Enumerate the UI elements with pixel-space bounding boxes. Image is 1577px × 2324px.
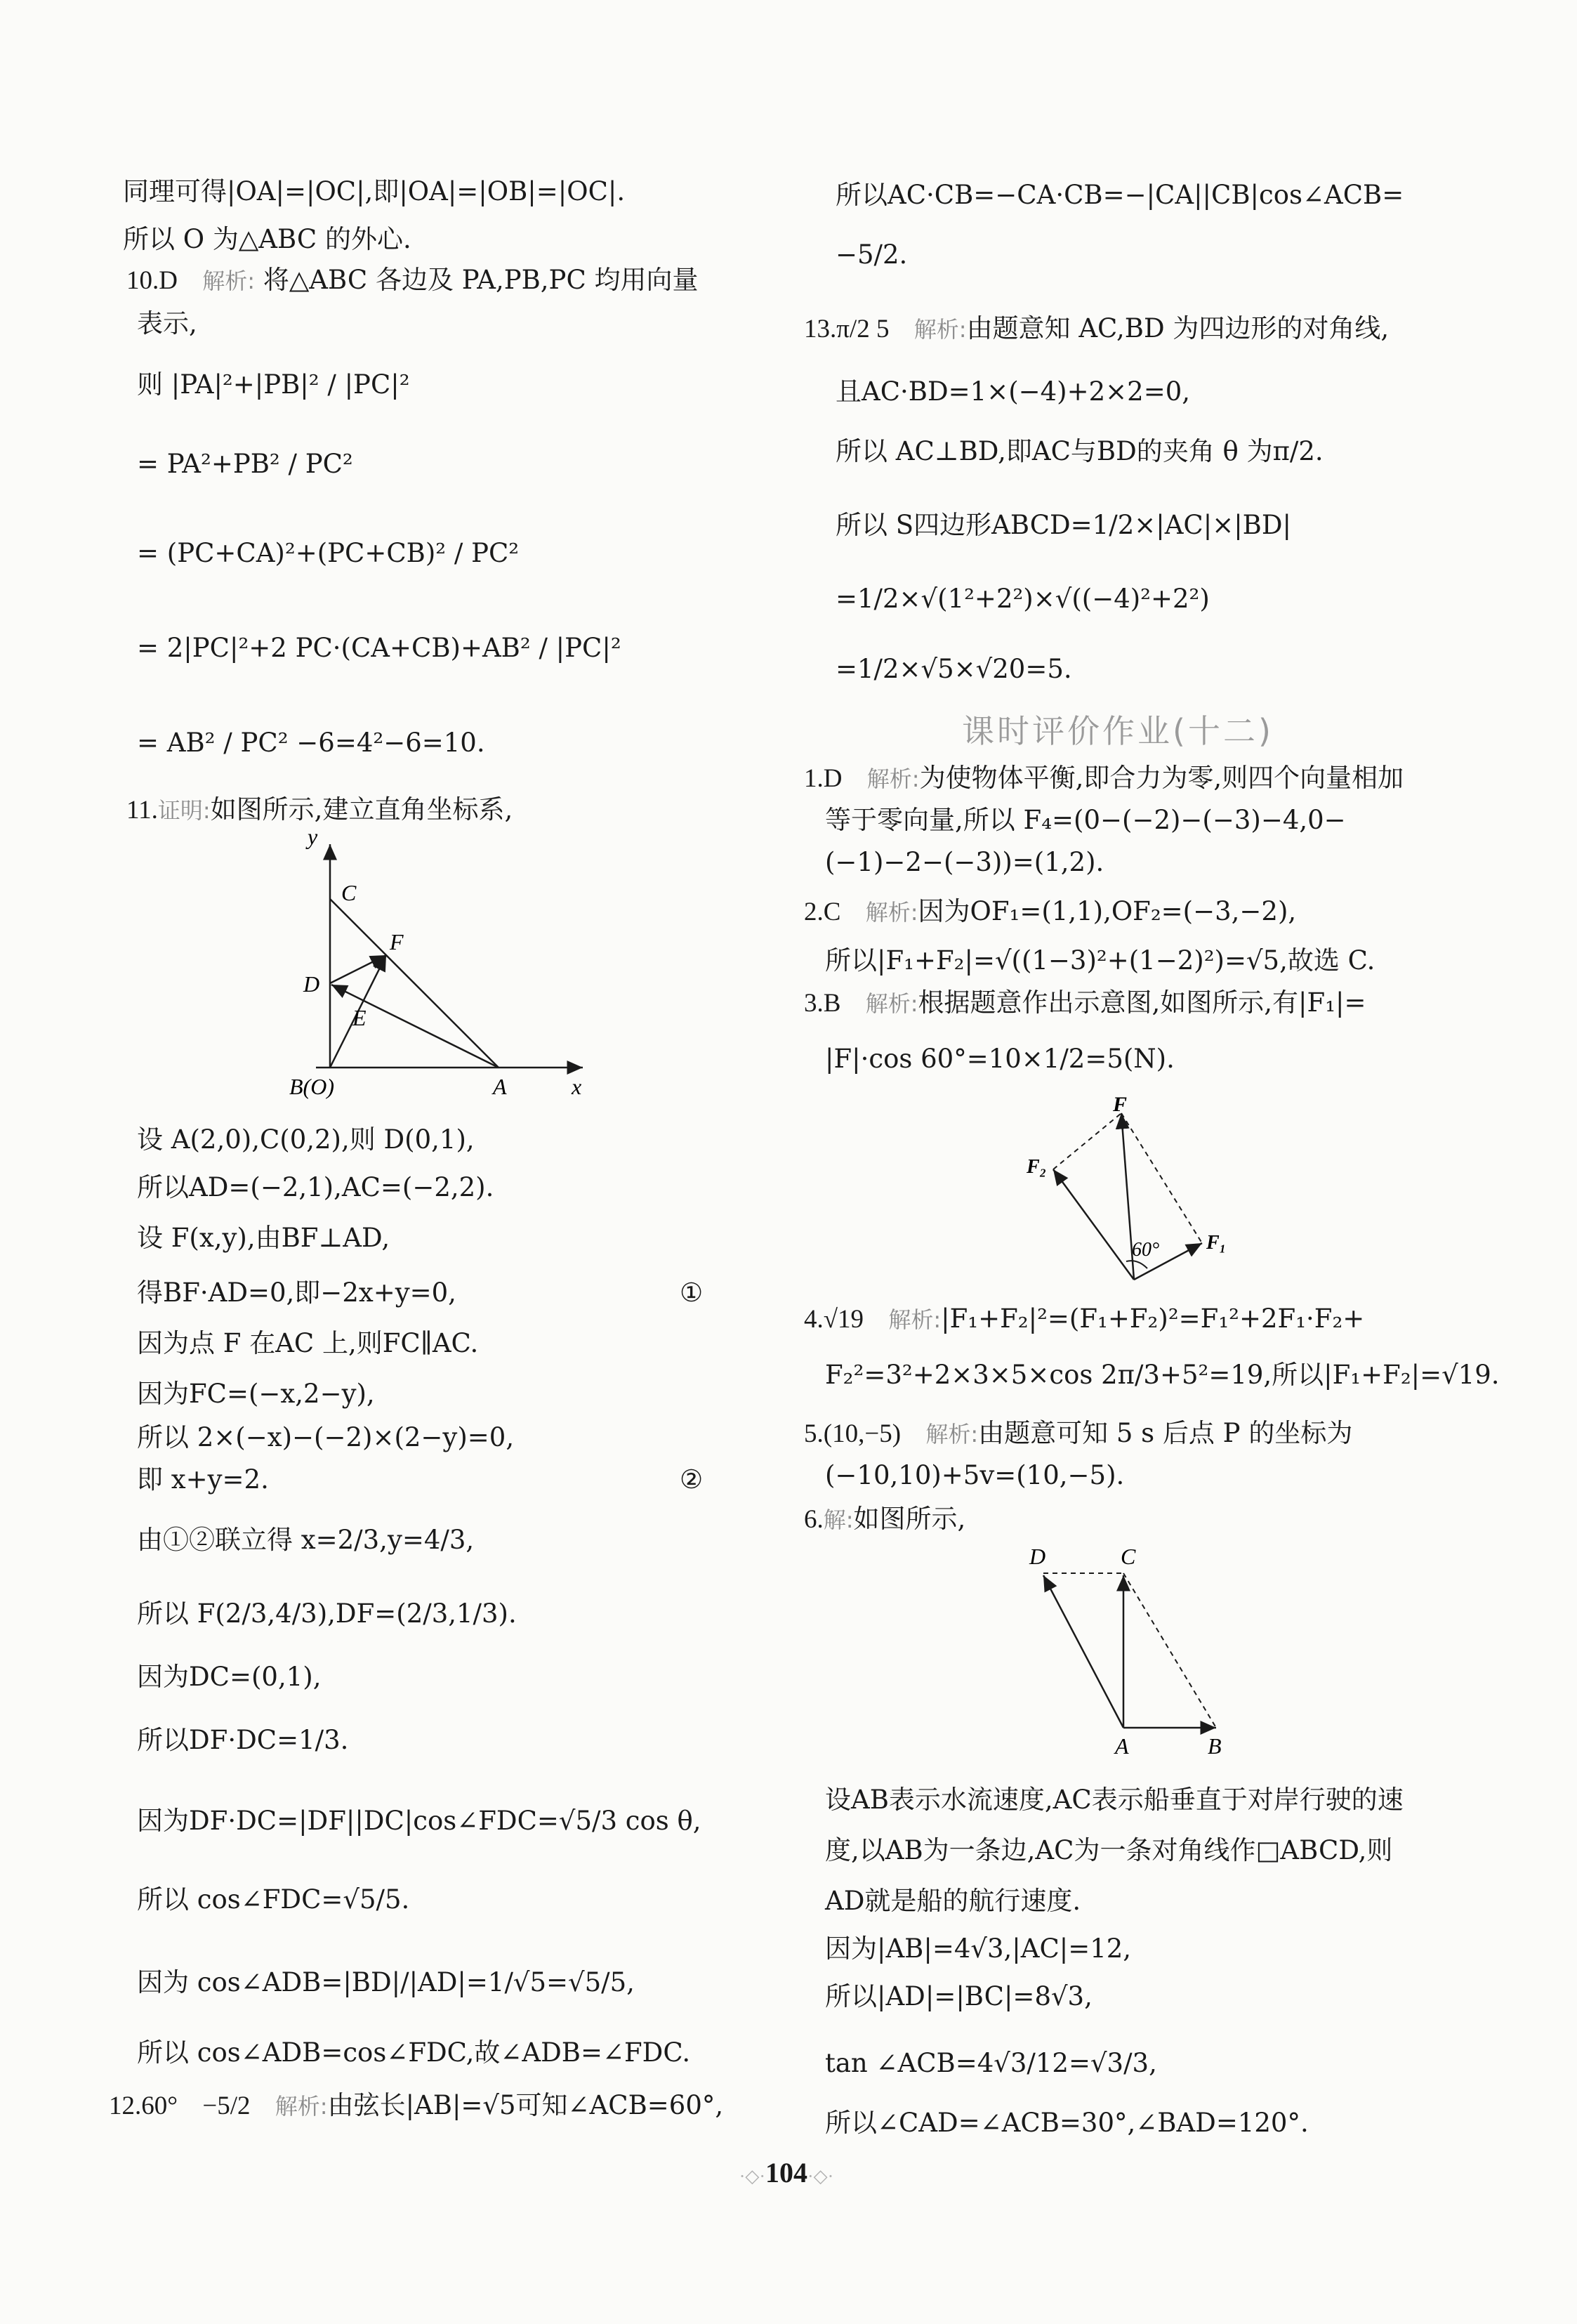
point-label-c: C <box>1121 1544 1136 1569</box>
formula-line: =1/2×√(1²+2²)×√((−4)²+2²) <box>836 584 1210 614</box>
exercise-3 <box>804 987 1366 1020</box>
formula-line: 因为DF·DC=|DF||DC|cos∠FDC=√5/3 cos θ, <box>137 1806 701 1836</box>
text-line: 因为|AB|=4√3,|AC|=12, <box>825 1934 1132 1964</box>
answer-number: 2.C <box>804 898 841 926</box>
text-line: 等于零向量,所以 F₄=(0−(−2)−(−3)−4,0− <box>825 805 1346 835</box>
formula-line: 则 |PA|²+|PB|² / |PC|² <box>137 369 410 400</box>
formula-line: 由①②联立得 x=2/3,y=4/3, <box>137 1525 475 1555</box>
formula-line: 所以 cos∠FDC=√5/5. <box>137 1884 410 1915</box>
page-number-value: 104 <box>765 2157 807 2188</box>
answer-number: 5.(10,−5) <box>804 1419 902 1448</box>
analysis-label: 解析: <box>888 1306 942 1333</box>
text-line: 因为DC=(0,1), <box>137 1662 322 1692</box>
analysis-label: 解析: <box>866 766 920 792</box>
question-10 <box>126 264 699 297</box>
analysis-label: 解析: <box>913 316 967 343</box>
text-line: 因为点 F 在AC 上,则FC∥AC. <box>137 1328 479 1358</box>
text-line: 所以|AD|=|BC|=8√3, <box>825 1981 1093 2011</box>
solution-label: 解: <box>823 1506 854 1533</box>
point-label-e: E <box>352 1005 367 1030</box>
text-line: 设 A(2,0),C(0,2),则 D(0,1), <box>137 1124 475 1155</box>
text-line: 设AB表示水流速度,AC表示船垂直于对岸行驶的速 <box>825 1785 1404 1815</box>
angle-arc <box>1126 1261 1147 1268</box>
text-line: 所以AD=(−2,1),AC=(−2,2). <box>137 1172 494 1202</box>
formula-line: =1/2×√5×√20=5. <box>836 654 1072 684</box>
point-label-d: D <box>1029 1544 1046 1569</box>
point-label-a: A <box>1115 1733 1129 1759</box>
point-label-f: F <box>390 929 404 954</box>
formula-line: 所以 AC⊥BD,即AC与BD的夹角 θ 为π/2. <box>836 436 1324 466</box>
question-text: 如图所示, <box>853 1504 966 1534</box>
text-line: 因为FC=(−x,2−y), <box>137 1379 375 1409</box>
dashed-cb <box>1123 1573 1216 1728</box>
formula-line: 所以 S四边形ABCD=1/2×|AC|×|BD| <box>836 510 1291 540</box>
answer-number: 4.√19 <box>804 1305 864 1334</box>
exercise-4 <box>804 1303 1364 1336</box>
force-label-f1: F₁ <box>1206 1232 1227 1254</box>
question-11 <box>126 794 513 827</box>
coordinate-figure <box>288 829 597 1110</box>
formula-line: = 2|PC|²+2 PC·(CA+CB)+AB² / |PC|² <box>137 633 621 663</box>
analysis-label: 解析: <box>925 1421 979 1447</box>
answer-number: 6. <box>804 1505 824 1534</box>
vector-df <box>330 955 386 983</box>
exercise-2 <box>804 895 1296 928</box>
text-line: 所以 2×(−x)−(−2)×(2−y)=0, <box>137 1422 515 1452</box>
formula-line: 因为 cos∠ADB=|BD|/|AD|=1/√5=√5/5, <box>137 1967 635 1997</box>
angle-label: 60° <box>1132 1239 1160 1261</box>
question-13 <box>804 313 1389 346</box>
text-line: (−10,10)+5v=(10,−5). <box>825 1460 1125 1490</box>
formula-line: 所以 F(2/3,4/3),DF=(2/3,1/3). <box>137 1598 517 1629</box>
text-line: 所以 O 为△ABC 的外心. <box>123 224 411 254</box>
formula-line: = (PC+CA)²+(PC+CB)² / PC² <box>137 538 520 568</box>
answer-number: 1.D <box>804 764 843 793</box>
question-text: |F₁+F₂|²=(F₁+F₂)²=F₁²+2F₁·F₂+ <box>941 1304 1365 1334</box>
formula-line: |F|·cos 60°=10×1/2=5(N). <box>825 1044 1175 1074</box>
axis-label-y: y <box>308 829 318 849</box>
answer-second: −5/2 <box>202 2092 251 2120</box>
dashed-line <box>1053 1113 1121 1169</box>
formula-line: F₂²=3²+2×3×5×cos 2π/3+5²=19,所以|F₁+F₂|=√19. <box>825 1360 1500 1390</box>
text-line: 即 x+y=2. <box>137 1464 269 1495</box>
analysis-label: 解析: <box>275 2093 328 2120</box>
equation-marker-1: ① <box>680 1278 704 1308</box>
point-label-origin: B(O) <box>289 1074 334 1099</box>
answer-number: 13.π/2 5 <box>804 315 890 343</box>
page-number: ·◇·104·◇· <box>739 2157 834 2188</box>
point-label-a: A <box>493 1074 507 1099</box>
question-text: 由题意知 AC,BD 为四边形的对角线, <box>966 313 1390 343</box>
question-text: 将△ABC 各边及 PA,PB,PC 均用向量 <box>263 265 699 295</box>
formula-line: = PA²+PB² / PC² <box>137 449 353 479</box>
text-line: AD就是船的航行速度. <box>825 1886 1081 1916</box>
text-line: 度,以AB为一条边,AC为一条对角线作□ABCD,则 <box>825 1835 1393 1865</box>
answer-number: 11. <box>126 796 158 825</box>
point-label-b: B <box>1208 1733 1222 1759</box>
text-line: 所以∠CAD=∠ACB=30°,∠BAD=120°. <box>825 2108 1309 2138</box>
text-line: (−1)−2−(−3))=(1,2). <box>825 847 1104 877</box>
analysis-label: 解析: <box>202 268 256 294</box>
vector-ad <box>1043 1575 1123 1728</box>
parallelogram-diagram <box>1018 1542 1243 1759</box>
point-label-d: D <box>303 971 320 997</box>
force-label-f2: F₂ <box>1027 1156 1047 1178</box>
analysis-label: 解析: <box>865 899 918 926</box>
answer-number: 12.60° <box>109 2092 178 2120</box>
exercise-5 <box>804 1417 1352 1450</box>
formula-line: 所以DF·DC=1/3. <box>137 1725 349 1755</box>
question-text: 如图所示,建立直角坐标系, <box>210 794 513 825</box>
equation-marker-2: ② <box>680 1464 704 1495</box>
question-12 <box>109 2089 723 2122</box>
segment-ac <box>330 899 499 1068</box>
text-line: 表示, <box>137 308 197 339</box>
axis-label-x: x <box>572 1074 582 1099</box>
question-text: 由弦长|AB|=√5可知∠ACB=60°, <box>327 2090 724 2120</box>
section-title: 课时评价作业(十二) <box>962 712 1274 750</box>
question-text: 因为OF₁=(1,1),OF₂=(−3,−2), <box>918 896 1297 926</box>
exercise-6 <box>804 1503 965 1536</box>
formula-line: = AB² / PC² −6=4²−6=10. <box>137 728 485 758</box>
formula-line: 所以|F₁+F₂|=√((1−3)²+(1−2)²)=√5,故选 C. <box>825 945 1375 976</box>
formula-line: 所以AC·CB=−CA·CB=−|CA||CB|cos∠ACB= <box>836 180 1404 210</box>
analysis-label: 解析: <box>865 990 918 1017</box>
question-text: 根据题意作出示意图,如图所示,有|F₁|= <box>918 987 1366 1018</box>
text-line: 所以 cos∠ADB=cos∠FDC,故∠ADB=∠FDC. <box>137 2037 691 2068</box>
formula-line: −5/2. <box>836 239 908 270</box>
answer-number: 3.B <box>804 989 841 1018</box>
text-line: 得BF·AD=0,即−2x+y=0, <box>137 1278 456 1308</box>
text-line: 设 F(x,y),由BF⊥AD, <box>137 1223 390 1253</box>
text-line: 同理可得|OA|=|OC|,即|OA|=|OB|=|OC|. <box>123 176 626 206</box>
force-label-f: F <box>1113 1096 1128 1116</box>
proof-label: 证明: <box>157 797 211 824</box>
vector-f2 <box>1053 1169 1134 1280</box>
answer-number: 10.D <box>126 266 178 295</box>
question-text: 由题意可知 5 s 后点 P 的坐标为 <box>978 1418 1353 1448</box>
formula-line: tan ∠ACB=4√3/12=√3/3, <box>825 2048 1157 2078</box>
exercise-1 <box>804 762 1404 795</box>
point-label-c: C <box>341 880 357 905</box>
question-text: 为使物体平衡,即合力为零,则四个向量相加 <box>919 763 1404 793</box>
dashed-line <box>1121 1113 1202 1243</box>
text-line: 且AC·BD=1×(−4)+2×2=0, <box>836 376 1190 407</box>
force-diagram <box>1011 1096 1250 1285</box>
